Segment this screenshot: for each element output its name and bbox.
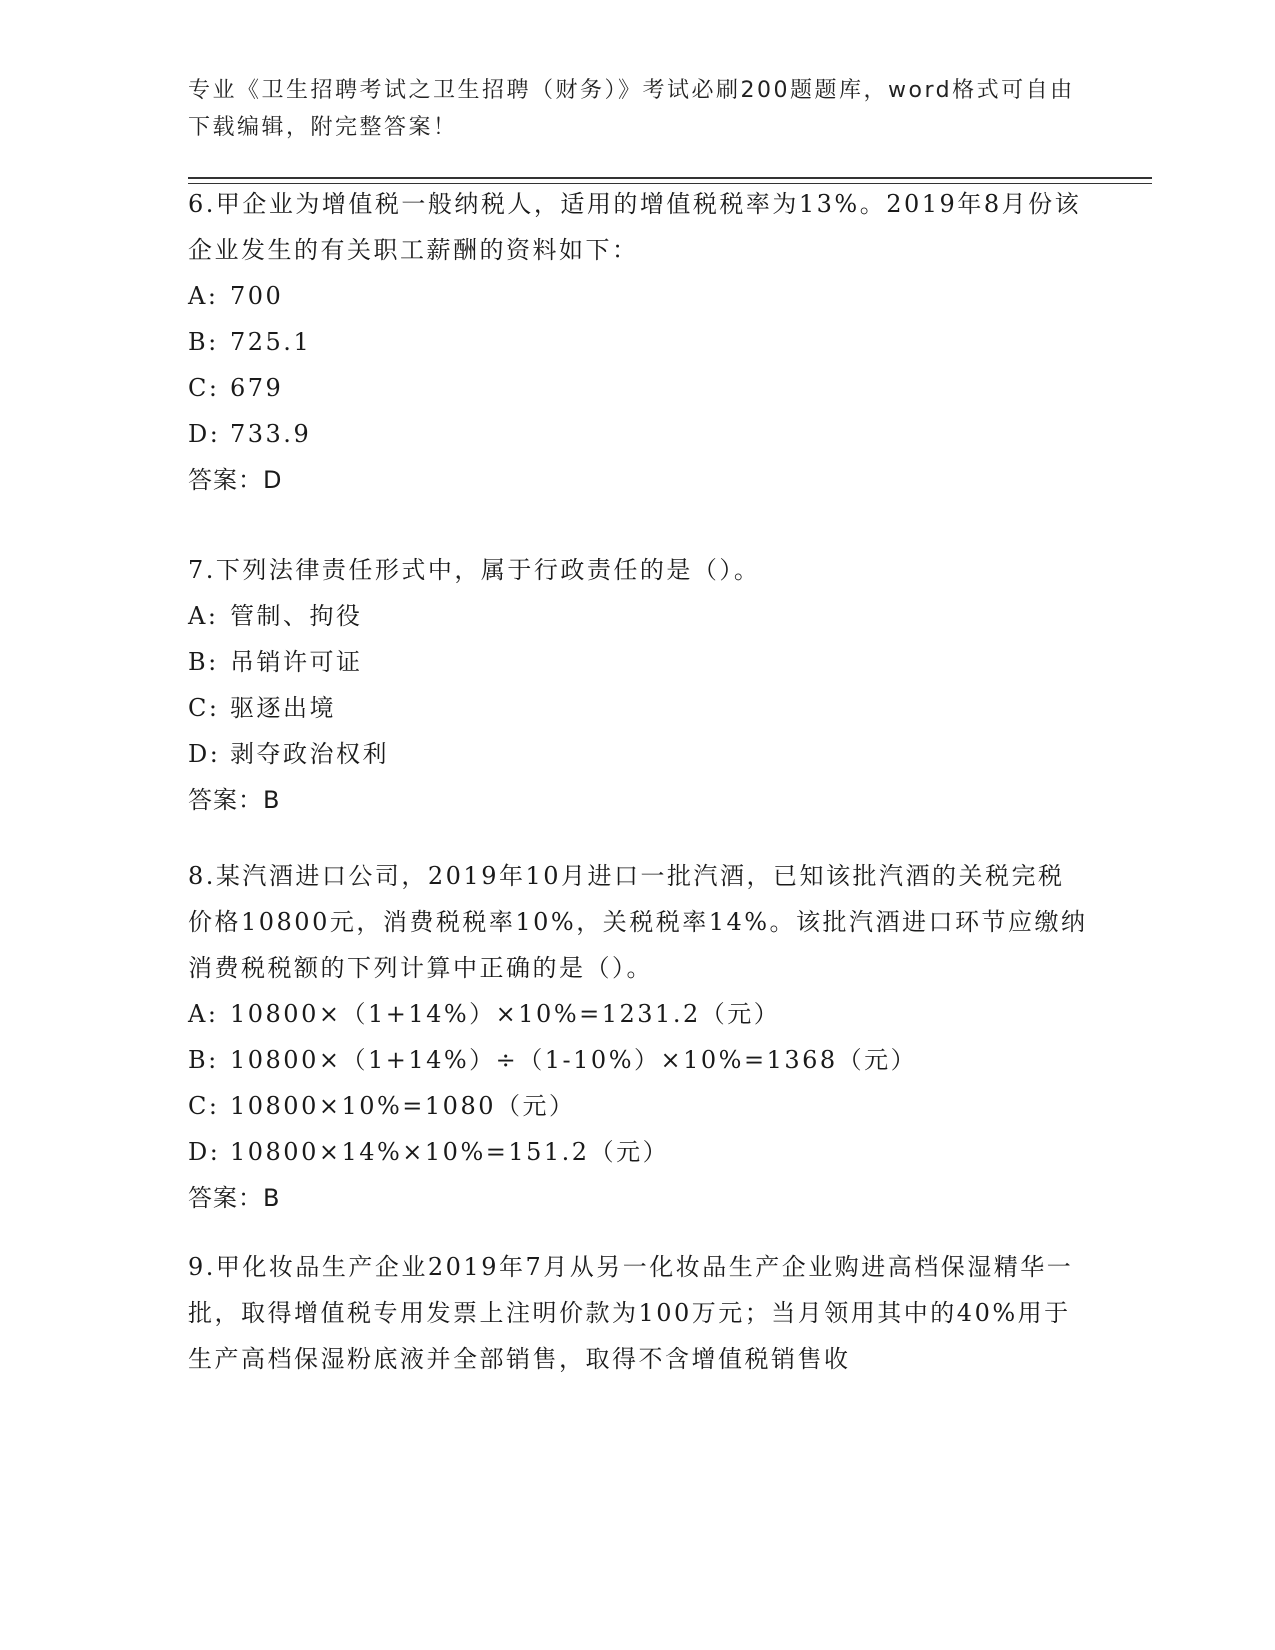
option-a	[188, 593, 1088, 639]
option-b	[188, 1037, 1088, 1083]
option-label: C:	[188, 694, 220, 722]
question-9	[188, 1244, 1088, 1382]
option-label: A:	[188, 282, 219, 310]
question-stem: 8.某汽酒进口公司，2019年10月进口一批汽酒，已知该批汽酒的关税完税价格10800元，消费税税率10%，关税税率14%。该批汽酒进口环节应缴纳消费税税额的下列计算中正确的是（）。	[188, 862, 1088, 982]
answer-line: 答案：B	[188, 786, 281, 814]
option-a	[188, 991, 1088, 1037]
option-text: 管制、拘役	[230, 602, 363, 630]
option-c	[188, 1083, 1088, 1129]
option-label: D:	[188, 420, 221, 448]
option-label: A:	[188, 1000, 219, 1028]
option-text: 733.9	[230, 420, 312, 448]
option-d	[188, 731, 1088, 777]
question-8	[188, 853, 1088, 1221]
answer-line: 答案：D	[188, 466, 283, 494]
option-a	[188, 273, 1088, 319]
answer-line: 答案：B	[188, 1184, 281, 1212]
document-header: 专业《卫生招聘考试之卫生招聘（财务）》考试必刷200题题库，word格式可自由下载编辑，附完整答案！	[188, 78, 1075, 140]
option-label: D:	[188, 1138, 221, 1166]
option-c	[188, 685, 1088, 731]
option-label: A:	[188, 602, 219, 630]
question-7	[188, 547, 1088, 823]
option-text: 驱逐出境	[230, 694, 336, 722]
option-text: 679	[230, 374, 284, 402]
option-text: 10800×（1+14%）×10%=1231.2（元）	[230, 1000, 781, 1028]
option-label: B:	[188, 1046, 219, 1074]
question-stem: 6.甲企业为增值税一般纳税人，适用的增值税税率为13%。2019年8月份该企业发生的有关职工薪酬的资料如下：	[188, 190, 1082, 264]
option-d	[188, 411, 1088, 457]
question-6	[188, 181, 1088, 503]
option-text: 吊销许可证	[230, 648, 363, 676]
question-stem: 7.下列法律责任形式中，属于行政责任的是（）。	[188, 556, 761, 584]
option-label: C:	[188, 374, 220, 402]
option-text: 10800×（1+14%）÷（1-10%）×10%=1368（元）	[230, 1046, 918, 1074]
option-c	[188, 365, 1088, 411]
option-text: 700	[230, 282, 284, 310]
option-label: C:	[188, 1092, 220, 1120]
header-rule-thick	[188, 177, 1152, 179]
option-label: D:	[188, 740, 221, 768]
option-b	[188, 319, 1088, 365]
option-text: 10800×14%×10%=151.2（元）	[230, 1138, 670, 1166]
option-label: B:	[188, 648, 219, 676]
option-d	[188, 1129, 1088, 1175]
option-text: 10800×10%=1080（元）	[230, 1092, 576, 1120]
question-stem: 9.甲化妆品生产企业2019年7月从另一化妆品生产企业购进高档保湿精华一批，取得增值税专用发票上注明价款为100万元；当月领用其中的40%用于生产高档保湿粉底液并全部销售，取得不含增值税销售收	[188, 1253, 1074, 1373]
option-text: 725.1	[230, 328, 312, 356]
option-text: 剥夺政治权利	[230, 740, 389, 768]
option-b	[188, 639, 1088, 685]
option-label: B:	[188, 328, 219, 356]
